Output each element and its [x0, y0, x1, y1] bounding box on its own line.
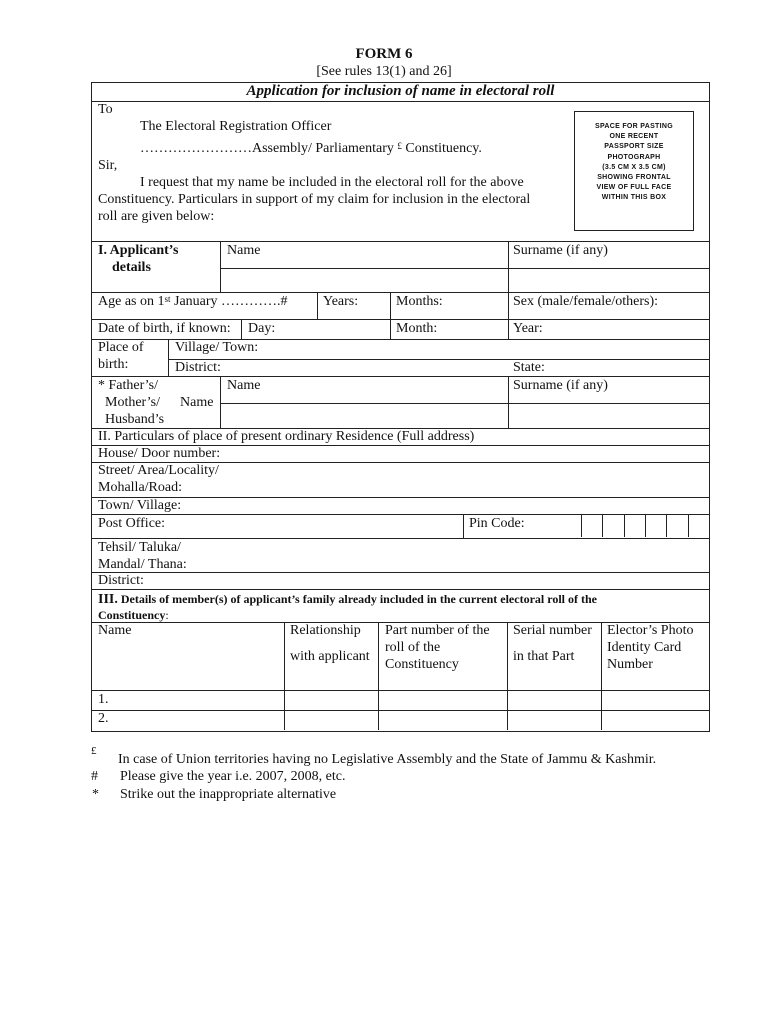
table-row[interactable]: 1.	[98, 692, 109, 707]
divider	[91, 538, 710, 539]
footnote-mark: #	[91, 769, 98, 784]
section3-heading	[98, 607, 169, 623]
divider	[91, 376, 710, 377]
serial-number-header: in that Part	[513, 649, 575, 664]
to-label: To	[98, 102, 113, 117]
serial-number-header: Serial number	[513, 623, 592, 638]
relative-name-label: Name	[227, 378, 261, 393]
photo-line: VIEW OF FULL FACE	[596, 184, 672, 192]
photo-line: SPACE FOR PASTING	[595, 123, 673, 130]
form-number: FORM 6	[355, 46, 413, 62]
divider	[390, 292, 391, 339]
divider	[91, 497, 710, 498]
photo-line: SHOWING FRONTAL	[597, 174, 671, 182]
post-office-label[interactable]: Post Office:	[98, 516, 166, 531]
divider	[91, 572, 710, 573]
divider	[91, 292, 710, 293]
officer-line: The Electoral Registration Officer	[140, 119, 332, 134]
family-name-header: Name	[98, 623, 132, 638]
section1-heading: I. Applicant’s	[98, 243, 179, 258]
tehsil-label[interactable]: Mandal/ Thana:	[98, 557, 187, 572]
residence-district-label[interactable]: District:	[98, 573, 144, 588]
house-number-label[interactable]: House/ Door number:	[98, 446, 221, 461]
photo-box[interactable]	[574, 111, 694, 231]
month-label[interactable]: Month:	[396, 321, 438, 336]
section3-heading-text: Details of member(s) of applicant’s family already included in the current electoral roll of the	[117, 592, 598, 606]
divider	[317, 292, 318, 319]
footnote-text: Please give the year i.e. 2007, 2008, etc.	[120, 769, 346, 784]
section3-heading	[98, 591, 597, 608]
form-title: Application for inclusion of name in electoral roll	[246, 83, 555, 99]
section3-number: III.	[98, 592, 118, 607]
relationship-header: Relationship	[290, 623, 361, 638]
place-of-birth-label: birth:	[98, 357, 129, 372]
request-line-2: Constituency. Particulars in support of my claim for inclusion in the electoral	[98, 192, 531, 207]
sir-label: Sir,	[98, 158, 118, 173]
section2-heading: II. Particulars of place of present ordinary Residence (Full address)	[98, 429, 475, 444]
divider	[508, 292, 509, 339]
day-label[interactable]: Day:	[248, 321, 276, 336]
epic-number-header: Elector’s Photo	[607, 623, 694, 638]
photo-line: ONE RECENT	[609, 133, 659, 141]
divider	[91, 589, 710, 590]
relative-surname-field[interactable]	[509, 404, 709, 427]
part-number-header: Constituency	[385, 657, 459, 672]
constituency-suffix: Constituency.	[405, 141, 482, 156]
divider	[241, 319, 242, 339]
age-superscript: st	[164, 294, 171, 304]
constituency-line	[140, 141, 482, 157]
relation-label: Mother’s/	[105, 395, 160, 410]
age-label	[98, 294, 288, 310]
relation-name-label: Name	[180, 395, 214, 410]
relation-label: Husband’s	[105, 412, 165, 427]
applicant-name-field[interactable]	[221, 269, 507, 291]
pin-digit-box[interactable]	[602, 515, 624, 537]
rules-reference: [See rules 13(1) and 26]	[316, 64, 452, 79]
dob-label: Date of birth, if known:	[98, 321, 231, 336]
divider	[91, 319, 710, 320]
town-village-label[interactable]: Town/ Village:	[98, 498, 182, 513]
sex-label[interactable]: Sex (male/female/others):	[513, 294, 658, 309]
year-label[interactable]: Year:	[513, 321, 543, 336]
photo-line: (3.5 CM X 3.5 CM)	[602, 163, 666, 171]
photo-line: PASSPORT SIZE	[604, 143, 664, 151]
divider	[91, 690, 710, 691]
pound-mark: £	[397, 141, 402, 151]
age-prefix: Age as on 1	[98, 294, 165, 309]
divider	[168, 339, 169, 376]
applicant-name-label: Name	[227, 243, 261, 258]
divider	[284, 622, 285, 730]
section3-colon: :	[165, 608, 169, 622]
relative-surname-label: Surname (if any)	[513, 378, 608, 393]
birth-state-label[interactable]: State:	[513, 360, 545, 375]
section1-heading: details	[112, 260, 151, 275]
footnote-text: Strike out the inappropriate alternative	[120, 787, 337, 802]
divider	[91, 710, 710, 711]
street-label[interactable]: Street/ Area/Locality/	[98, 463, 219, 478]
birth-district-label[interactable]: District:	[175, 360, 221, 375]
footnote-mark: £	[91, 745, 97, 757]
place-of-birth-label: Place of	[98, 340, 144, 355]
section3-heading-text: Constituency	[98, 608, 166, 622]
table-row[interactable]: 2.	[98, 711, 109, 726]
request-line-3: roll are given below:	[98, 209, 215, 224]
applicant-surname-label: Surname (if any)	[513, 243, 608, 258]
years-label[interactable]: Years:	[323, 294, 359, 309]
village-town-label[interactable]: Village/ Town:	[175, 340, 259, 355]
photo-line: WITHIN THIS BOX	[601, 194, 667, 202]
epic-number-header: Identity Card	[607, 640, 682, 655]
part-number-header: roll of the	[385, 640, 441, 655]
pin-digit-box[interactable]	[666, 515, 688, 537]
pin-digit-box[interactable]	[581, 515, 603, 537]
footnote-mark: *	[92, 787, 99, 802]
street-label[interactable]: Mohalla/Road:	[98, 480, 182, 495]
divider	[168, 359, 710, 360]
photo-instructions	[575, 122, 693, 204]
request-line-1: I request that my name be included in the electoral roll for the above	[140, 175, 524, 190]
pin-digit-box[interactable]	[688, 515, 710, 537]
relative-name-field[interactable]	[221, 404, 507, 427]
footnote-text: In case of Union territories having no Legislative Assembly and the State of Jammu & Kashmir.	[118, 752, 657, 767]
tehsil-label[interactable]: Tehsil/ Taluka/	[98, 540, 181, 555]
pin-digit-box[interactable]	[645, 515, 667, 537]
months-label[interactable]: Months:	[396, 294, 443, 309]
pin-digit-box[interactable]	[624, 515, 646, 537]
photo-line: PHOTOGRAPH	[607, 153, 661, 161]
part-number-header: Part number of the	[385, 623, 490, 638]
title-divider	[91, 101, 710, 102]
applicant-surname-field[interactable]	[509, 269, 709, 291]
divider	[601, 622, 602, 730]
divider	[463, 514, 464, 538]
divider	[507, 622, 508, 730]
divider	[378, 622, 379, 730]
divider	[91, 241, 710, 242]
age-suffix: January ………….#	[170, 294, 288, 309]
relationship-header: with applicant	[290, 649, 370, 664]
constituency-prefix: ……………………Assembly/ Parliamentary	[140, 141, 394, 156]
pin-code-label: Pin Code:	[469, 516, 525, 531]
relation-label: * Father’s/	[98, 378, 159, 393]
epic-number-header: Number	[607, 657, 653, 672]
